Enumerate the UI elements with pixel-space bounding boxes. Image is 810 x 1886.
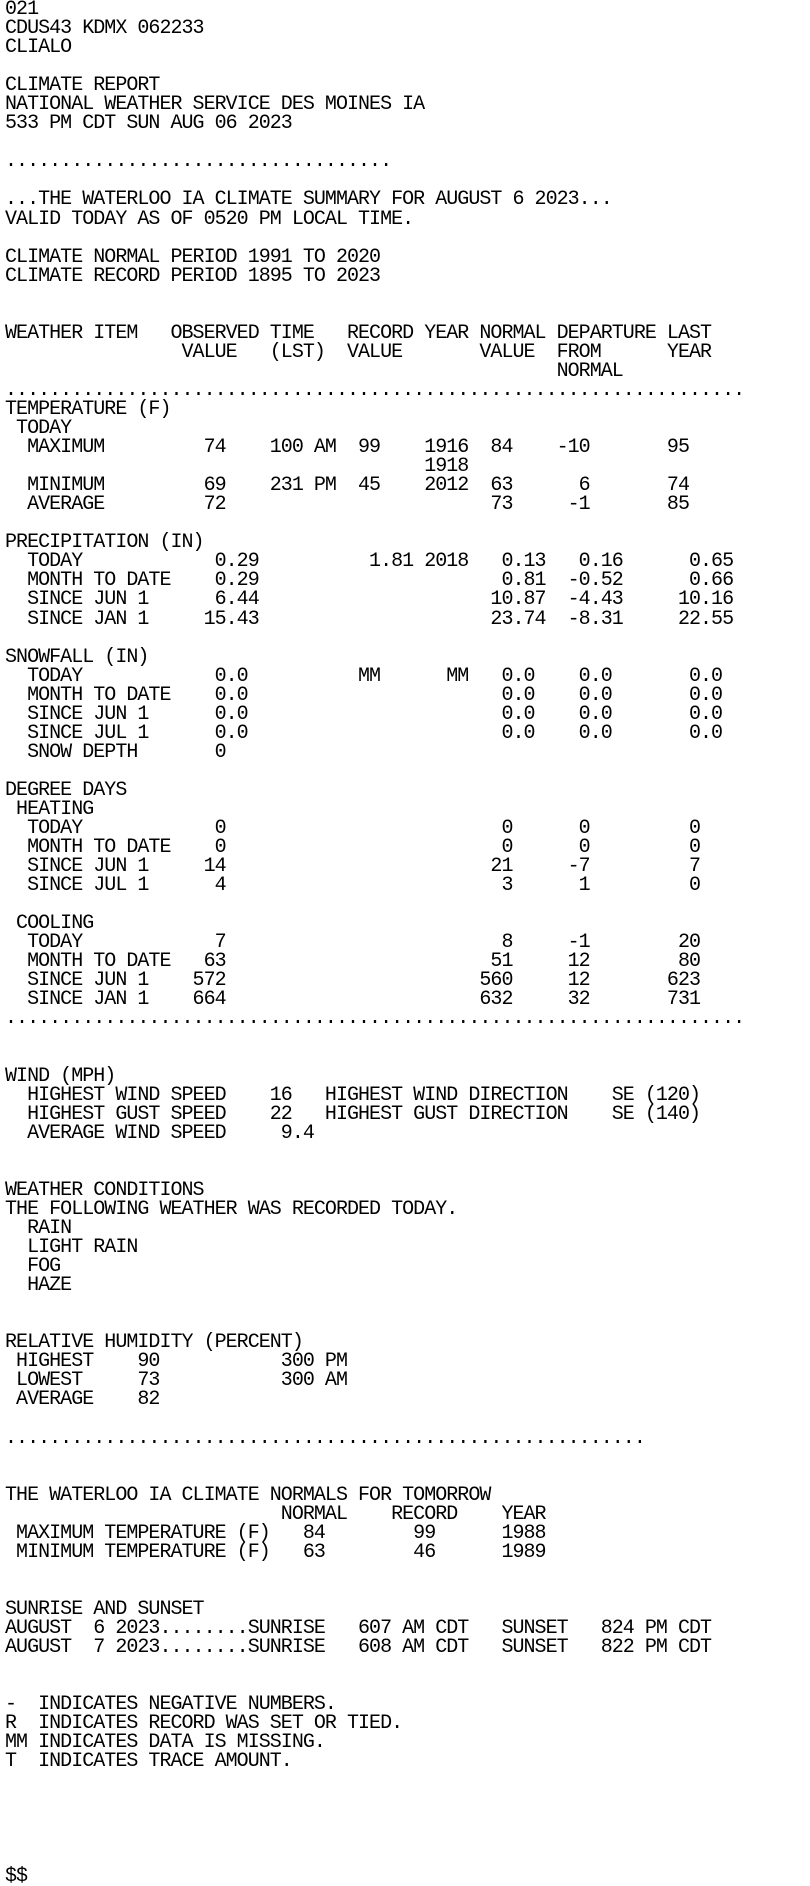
report-line: MAXIMUM TEMPERATURE (F) 84 99 1988: [5, 1521, 546, 1545]
report-line: [5, 1829, 810, 1848]
report-line: [5, 629, 810, 648]
report-line: [5, 1409, 810, 1428]
report-line: $$: [5, 1864, 28, 1886]
report-line: SINCE JUL 1 0.0 0.0 0.0 0.0: [5, 721, 723, 745]
report-line: MONTH TO DATE 63 51 12 80: [5, 950, 701, 974]
report-line: DEGREE DAYS: [5, 778, 127, 802]
report-line: CLIMATE REPORT: [5, 74, 160, 98]
report-line: AVERAGE WIND SPEED 9.4: [5, 1121, 314, 1145]
report-line: HEATING: [5, 797, 94, 821]
report-line: HAZE: [5, 1274, 72, 1298]
report-line: AUGUST 6 2023........SUNRISE 607 AM CDT SUNSET 824 PM CDT: [5, 1616, 712, 1640]
report-line: CDUS43 KDMX 062233: [5, 17, 204, 41]
report-line: MONTH TO DATE 0.29 0.81 -0.52 0.66: [5, 569, 734, 593]
report-line: [5, 1809, 810, 1828]
report-line: MONTH TO DATE 0.0 0.0 0.0 0.0: [5, 683, 723, 707]
report-line: COOLING: [5, 912, 94, 936]
report-line: MINIMUM 69 231 PM 45 2012 63 6 74: [5, 474, 689, 498]
report-line: [5, 1029, 810, 1048]
report-line: SUNRISE AND SUNSET: [5, 1597, 204, 1621]
report-line: THE FOLLOWING WEATHER WAS RECORDED TODAY.: [5, 1197, 458, 1221]
report-line: 1918: [5, 455, 469, 479]
report-line: LOWEST 73 300 AM: [5, 1369, 347, 1393]
report-line: AVERAGE 82: [5, 1388, 160, 1412]
report-line: [5, 1467, 810, 1486]
report-line: [5, 1295, 810, 1314]
report-line: NORMAL RECORD YEAR: [5, 1502, 546, 1526]
report-line: - INDICATES NEGATIVE NUMBERS.: [5, 1693, 336, 1717]
report-line: WEATHER ITEM OBSERVED TIME RECORD YEAR NORMAL DEPARTURE LAST: [5, 321, 712, 345]
report-line: ...THE WATERLOO IA CLIMATE SUMMARY FOR AUGUST 6 2023...: [5, 188, 612, 212]
report-line: [5, 1771, 810, 1790]
report-line: [5, 1562, 810, 1581]
report-line: SINCE JUL 1 4 3 1 0: [5, 874, 701, 898]
report-line: CLIMATE NORMAL PERIOD 1991 TO 2020: [5, 245, 381, 269]
report-line: NORMAL: [5, 359, 623, 383]
report-line: THE WATERLOO IA CLIMATE NORMALS FOR TOMORROW: [5, 1483, 491, 1507]
report-line: T INDICATES TRACE AMOUNT.: [5, 1750, 292, 1774]
report-line: SINCE JAN 1 664 632 32 731: [5, 988, 701, 1012]
report-line: SINCE JUN 1 572 560 12 623: [5, 969, 701, 993]
report-line: PRECIPITATION (IN): [5, 531, 204, 555]
report-line: CLIALO: [5, 36, 72, 60]
report-line: ..........................................................: [5, 1426, 645, 1450]
report-line: SNOWFALL (IN): [5, 645, 149, 669]
report-line: 021: [5, 0, 39, 21]
report-line: WIND (MPH): [5, 1064, 116, 1088]
report-line: [5, 1143, 810, 1162]
report-line: TODAY 0.0 MM MM 0.0 0.0 0.0: [5, 664, 723, 688]
report-line: AUGUST 7 2023........SUNRISE 608 AM CDT SUNSET 822 PM CDT: [5, 1636, 712, 1660]
report-line: [5, 895, 810, 914]
report-line: [5, 1048, 810, 1067]
report-line: HIGHEST WIND SPEED 16 HIGHEST WIND DIRECTION SE (120): [5, 1083, 701, 1107]
report-line: AVERAGE 72 73 -1 85: [5, 493, 689, 517]
report-line: ...................................................................: [5, 1007, 745, 1031]
report-line: VALID TODAY AS OF 0520 PM LOCAL TIME.: [5, 207, 414, 231]
report-line: TEMPERATURE (F): [5, 397, 171, 421]
report-line: MAXIMUM 74 100 AM 99 1916 84 -10 95: [5, 436, 689, 460]
report-line: TODAY 0 0 0 0: [5, 817, 701, 841]
report-line: [5, 286, 810, 305]
report-line: NATIONAL WEATHER SERVICE DES MOINES IA: [5, 93, 425, 117]
report-line: MONTH TO DATE 0 0 0 0: [5, 836, 701, 860]
report-line: HIGHEST GUST SPEED 22 HIGHEST GUST DIRECTION SE (140): [5, 1102, 701, 1126]
report-line: HIGHEST 90 300 PM: [5, 1350, 347, 1374]
report-line: FOG: [5, 1255, 61, 1279]
report-line: VALUE (LST) VALUE VALUE FROM YEAR: [5, 340, 712, 364]
report-line: MINIMUM TEMPERATURE (F) 63 46 1989: [5, 1540, 546, 1564]
report-line: TODAY 7 8 -1 20: [5, 931, 701, 955]
report-line: SNOW DEPTH 0: [5, 740, 226, 764]
report-line: [5, 1448, 810, 1467]
report-line: RAIN: [5, 1217, 72, 1240]
report-line: [5, 1848, 810, 1867]
report-line: RELATIVE HUMIDITY (PERCENT): [5, 1331, 303, 1355]
report-line: WEATHER CONDITIONS: [5, 1178, 204, 1202]
report-line: [5, 305, 810, 324]
report-line: [5, 229, 810, 248]
report-line: SINCE JAN 1 15.43 23.74 -8.31 22.55: [5, 607, 734, 631]
report-line: SINCE JUN 1 6.44 10.87 -4.43 10.16: [5, 588, 734, 612]
report-line: SINCE JUN 1 0.0 0.0 0.0 0.0: [5, 702, 723, 726]
report-line: TODAY 0.29 1.81 2018 0.13 0.16 0.65: [5, 550, 734, 574]
report-line: ...................................................................: [5, 378, 745, 402]
report-line: R INDICATES RECORD WAS SET OR TIED.: [5, 1712, 403, 1736]
report-line: [5, 1657, 810, 1676]
report-line: [5, 1790, 810, 1809]
report-line: LIGHT RAIN: [5, 1236, 138, 1260]
report-line: 533 PM CDT SUN AUG 06 2023: [5, 112, 292, 136]
report-line: TODAY: [5, 417, 72, 441]
report-line: MM INDICATES DATA IS MISSING.: [5, 1731, 325, 1755]
report-line: ...................................: [5, 150, 392, 174]
report-line: CLIMATE RECORD PERIOD 1895 TO 2023: [5, 264, 381, 288]
report-line: SINCE JUN 1 14 21 -7 7: [5, 855, 701, 879]
